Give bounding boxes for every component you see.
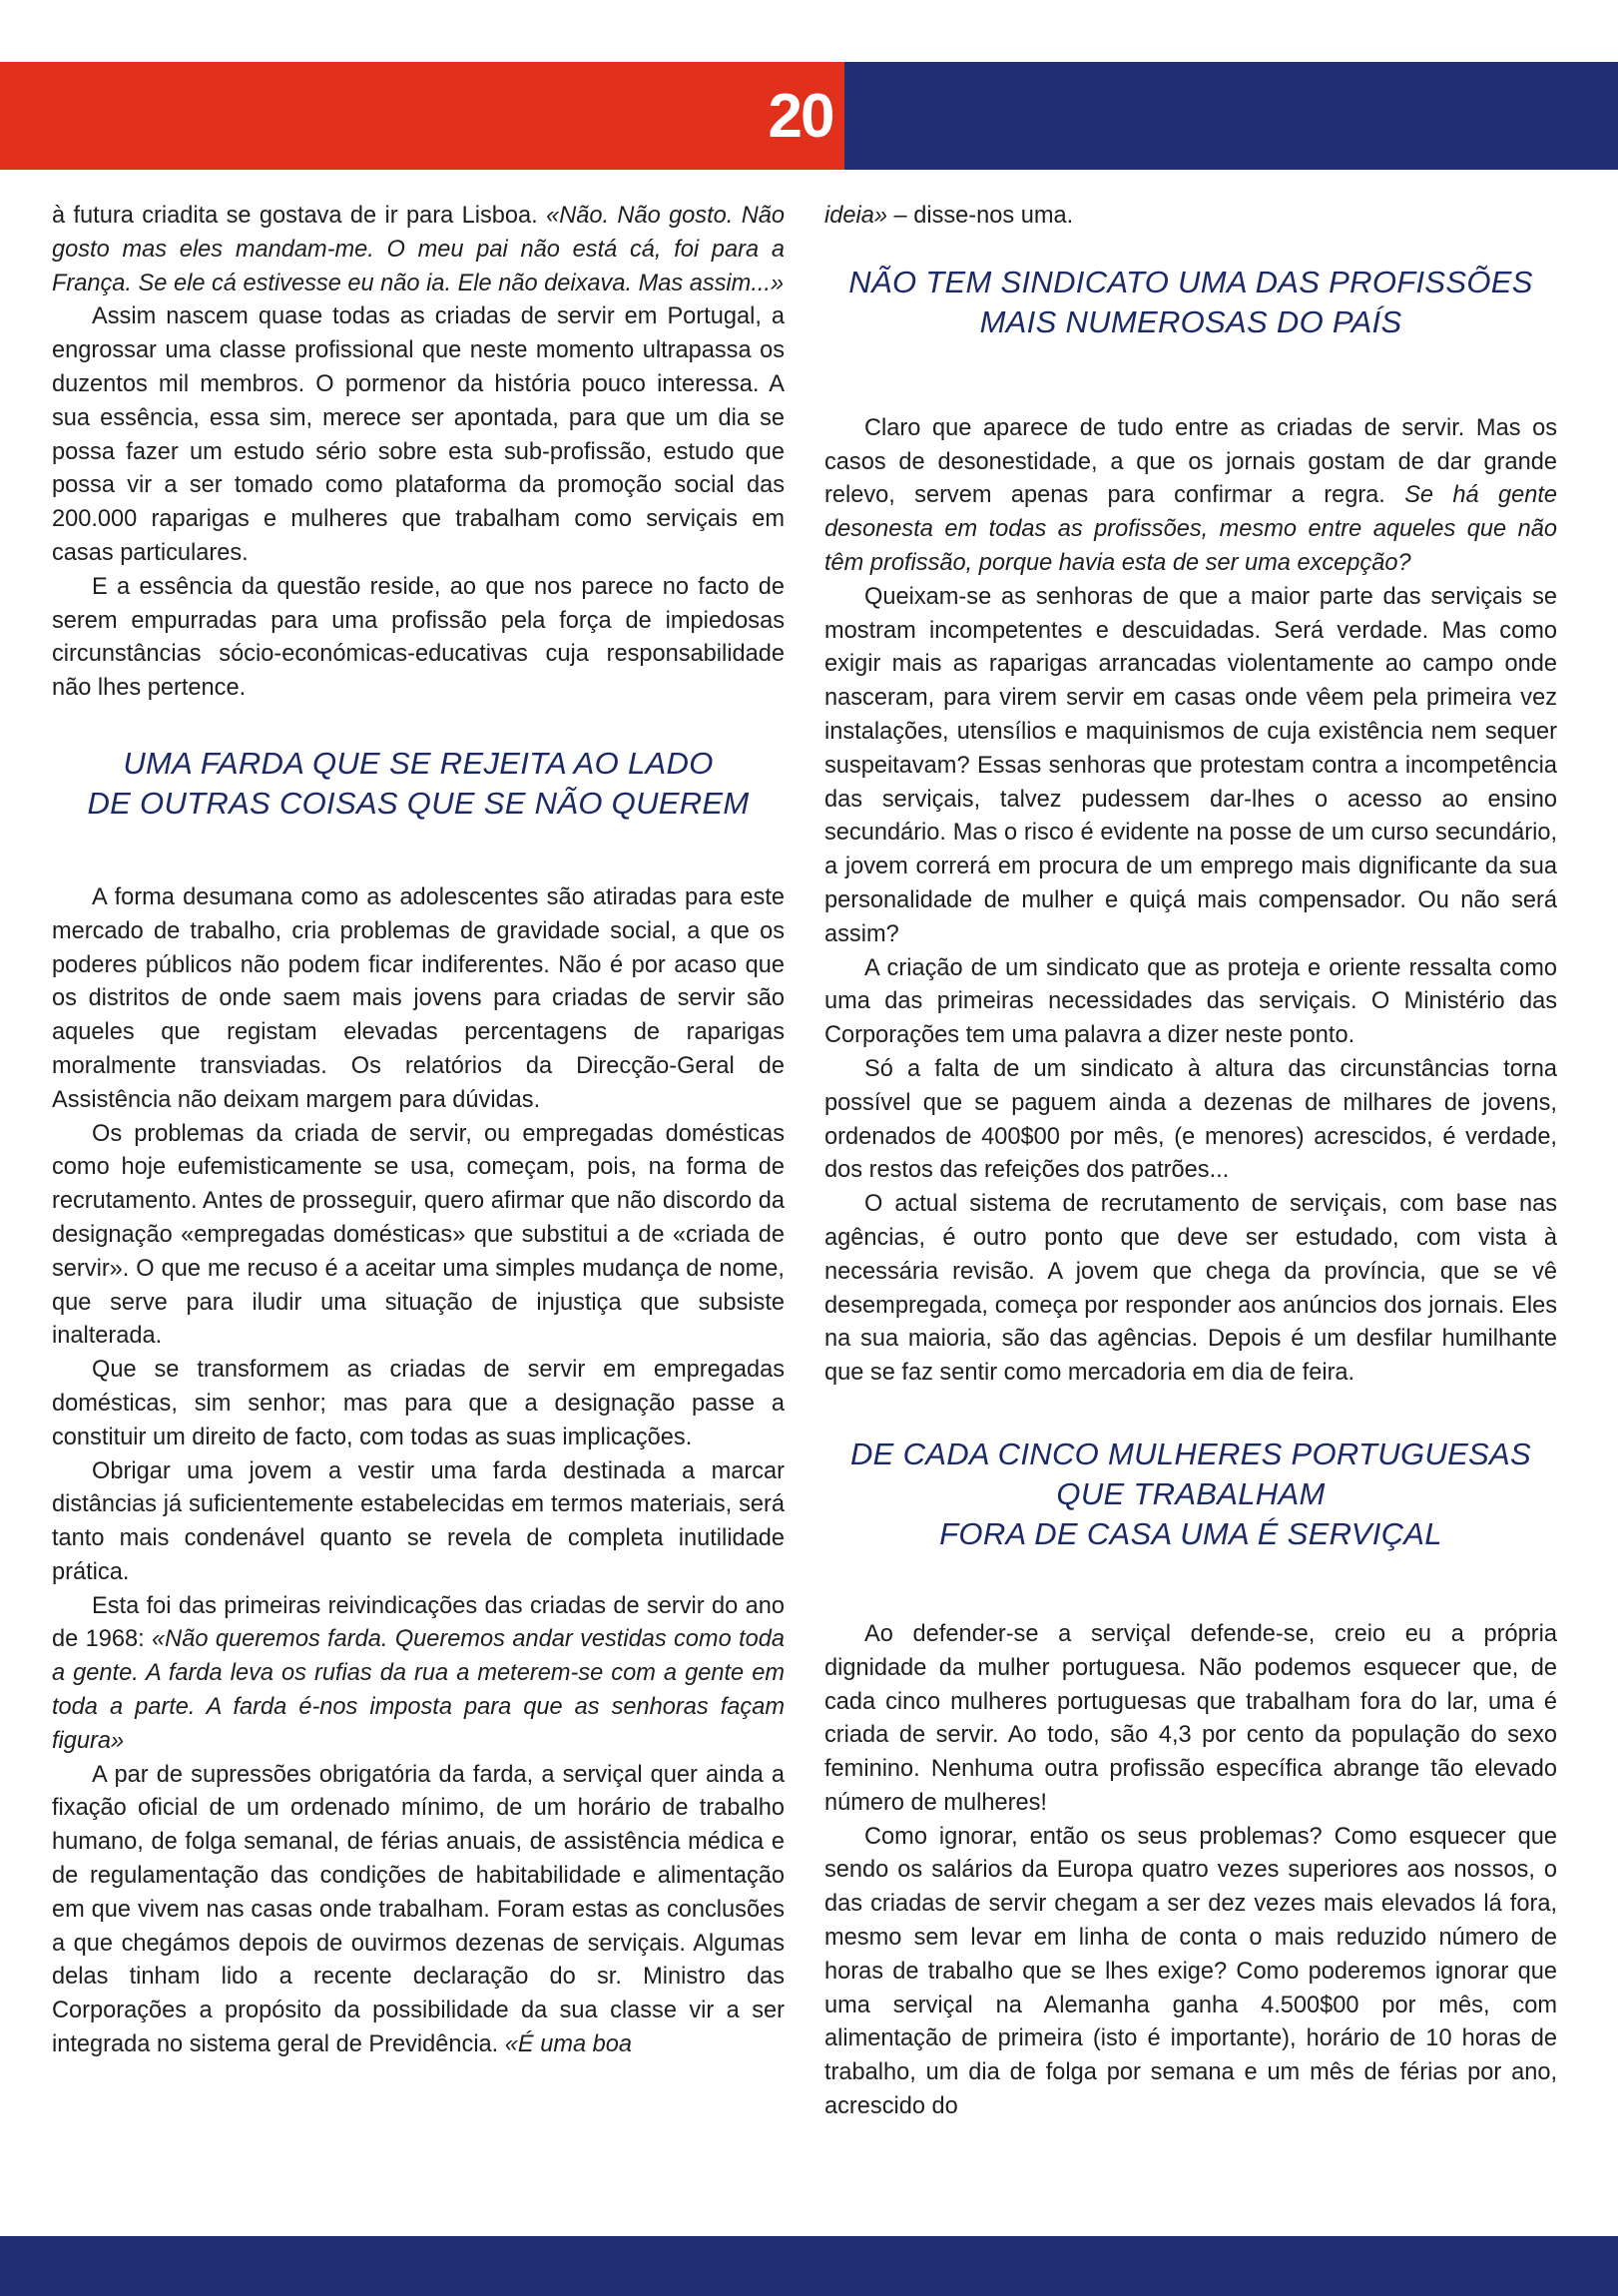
- paragraph: [52, 1590, 785, 1759]
- quote-text: «É uma boa: [504, 2031, 633, 2058]
- paragraph: [824, 200, 1557, 234]
- paragraph: [824, 412, 1557, 581]
- page-number: 20: [768, 82, 833, 151]
- paragraph: Obrigar uma jovem a vestir uma farda destinada a marcar distâncias já suficientemente estabelecidas em termos materiais, será tanto mais condenável quanto se revela de completa inutilidade prática.: [52, 1457, 785, 1585]
- paragraph: A criação de um sindicato que as proteja e oriente ressalta como uma das primeiras necessidades das serviçais. O Ministério das Corporações tem uma palavra a dizer neste ponto.: [824, 954, 1557, 1049]
- paragraph: Os problemas da criada de servir, ou empregadas domésticas como hoje eufemisticamente se usa, começam, pois, na forma de recrutamento. Antes de prosseguir, quero afirmar que não discordo da designação «empregadas domésticas» que substitui a de «criada de servir». O que me recuso é a aceitar uma simples mudança de nome, que serve para iludir uma situação de injustiça que subsiste inalterada.: [52, 1120, 785, 1350]
- right-column: [824, 200, 1557, 2124]
- paragraph-text: – disse-nos uma.: [886, 203, 1074, 229]
- paragraph-text: Esta foi das primeiras reivindicações das criadas de servir do ano de 1968:: [52, 1592, 785, 1653]
- paragraph: Ao defender-se a serviçal defende-se, creio eu a própria dignidade da mulher portuguesa. Não podemos esquecer que, de cada cinco mulheres portuguesas que trabalham fora do lar, uma é criada de servir. Ao todo, são 4,3 por cento da população do sexo feminino. Nenhuma outra profissão específica abrange tão elevado número de mulheres!: [824, 1620, 1557, 1816]
- paragraph: Só a falta de um sindicato à altura das circunstâncias torna possível que se paguem ainda a dezenas de milhares de jovens, ordenados de 400$00 por mês, (e menores) acrescidos, é verdade, dos restos das refeições dos patrões...: [824, 1055, 1557, 1184]
- quote-text: «Não queremos farda. Queremos andar vestidas como toda a gente. A farda leva os rufias da rua a meterem-se com a gente em toda a parte. A farda é-nos imposta para que as senhoras façam figura»: [52, 1626, 785, 1754]
- header-band: [0, 62, 1618, 170]
- header-red-block: [0, 62, 844, 170]
- paragraph: A forma desumana como as adolescentes são atiradas para este mercado de trabalho, cria problemas de gravidade social, a que os poderes públicos não podem ficar indiferentes. Não é por acaso que os distritos de onde saem mais jovens para criadas de servir são aqueles que registam elevadas percentagens de raparigas moralmente transviadas. Os relatórios da Direcção-Geral de Assistência não deixam margem para dúvidas.: [52, 883, 785, 1113]
- header-blue-block: [844, 62, 1618, 170]
- paragraph: O actual sistema de recrutamento de serviçais, com base nas agências, é outro ponto que deve ser estudado, com vista à necessária revisão. A jovem que chega da província, que se vê desempregada, começa por responder aos anúncios dos jornais. Eles na sua maioria, são das agências. Depois é um desfilar humilhante que se faz sentir como mercadoria em dia de feira.: [824, 1191, 1557, 1387]
- paragraph: [52, 1759, 785, 2062]
- heading-line: MAIS NUMEROSAS DO PAÍS: [979, 303, 1402, 339]
- left-column: [52, 200, 785, 2062]
- paragraph: Queixam-se as senhoras de que a maior parte das serviçais se mostram incompetentes e descuidadas. Será verdade. Mas como exigir mais as raparigas arrancadas violentamente ao campo onde nasceram, para virem servir em casas onde vêem pela primeira vez instalações, utensílios e maquinismos de cuja existência nem sequer suspeitavam? Essas senhoras que protestam contra a incompetência das serviçais, talvez pudessem dar-lhes o acesso ao ensino secundário. Mas o risco é evidente na posse de um curso secundário, a jovem correrá em procura de um emprego mais dignificante da sua personalidade de mulher e quiçá mais compensador. Ou não será assim?: [824, 583, 1557, 947]
- quote-text: Se há gente desonesta em todas as profissões, mesmo entre aqueles que não têm profissão, porque havia esta de ser uma excepção?: [824, 482, 1557, 576]
- heading-line: UMA FARDA QUE SE REJEITA AO LADO: [123, 745, 714, 781]
- quote-text: «Não. Não gosto. Não gosto mas eles mandam-me. O meu pai não está cá, foi para a França. Se ele cá estivesse eu não ia. Ele não deixava. Mas assim...»: [52, 203, 785, 296]
- heading-line: QUE TRABALHAM: [1056, 1475, 1326, 1511]
- heading-line: FORA DE CASA UMA É SERVIÇAL: [939, 1515, 1442, 1551]
- paragraph: [52, 200, 785, 300]
- paragraph-text: Claro que aparece de tudo entre as criadas de servir. Mas os casos de desonestidade, a que os jornais gostam de dar grande relevo, servem apenas para confirmar a regra.: [824, 414, 1557, 509]
- paragraph: Como ignorar, então os seus problemas? Como esquecer que sendo os salários da Europa quatro vezes superiores aos nossos, o das criadas de servir chegam a ser dez vezes mais elevados lá fora, mesmo sem levar em linha de conta o mais reduzido número de horas de trabalho que se lhes exige? Como poderemos ignorar que uma serviçal na Alemanha ganha 4.500$00 por mês, com alimentação de primeira (isto é importante), horário de 10 horas de trabalho, um dia de folga por semana e um mês de férias por ano, acrescido do: [824, 1823, 1557, 2120]
- section-heading: [52, 744, 785, 824]
- quote-text: ideia»: [824, 203, 887, 229]
- section-heading: [824, 263, 1557, 342]
- heading-line: DE CADA CINCO MULHERES PORTUGUESAS: [850, 1435, 1531, 1471]
- paragraph: Que se transformem as criadas de servir em empregadas domésticas, sim senhor; mas para que a designação passe a constituir um direito de facto, com todas as suas implicações.: [52, 1357, 785, 1450]
- paragraph-text: à futura criadita se gostava de ir para Lisboa.: [52, 203, 547, 229]
- section-heading: [824, 1435, 1557, 1554]
- heading-line: DE OUTRAS COISAS QUE SE NÃO QUEREM: [87, 785, 750, 821]
- paragraph: Assim nascem quase todas as criadas de servir em Portugal, a engrossar uma classe profissional que neste momento ultrapassa os duzentos mil membros. O pormenor da história pouco interessa. A sua essência, essa sim, merece ser apontada, para que um dia se possa fazer um estudo sério sobre esta sub-profissão, estudo que possa vir a ser tomado como plataforma da promoção social das 200.000 raparigas e mulheres que trabalham como serviçais em casas particulares.: [52, 303, 785, 566]
- paragraph-text: A par de supressões obrigatória da farda, a serviçal quer ainda a fixação oficial de um ordenado mínimo, de um horário de trabalho humano, de folga semanal, de férias anuais, de assistência médica e de regulamentação das condições de habitabilidade e alimentação em que vivem nas casas onde trabalham. Foram estas as conclusões a que chegámos depois de ouvirmos dezenas de serviçais. Algumas delas tinham lido a recente declaração do sr. Ministro das Corporações a propósito da possibilidade da sua classe vir a ser integrada no sistema geral de Previdência.: [52, 1761, 785, 2058]
- heading-line: NÃO TEM SINDICATO UMA DAS PROFISSÕES: [848, 264, 1533, 299]
- paragraph: E a essência da questão reside, ao que nos parece no facto de serem empurradas para uma profissão pela força de impiedosas circunstâncias sócio-económicas-educativas cuja responsabilidade não lhes pertence.: [52, 573, 785, 702]
- footer-band: [0, 2236, 1618, 2296]
